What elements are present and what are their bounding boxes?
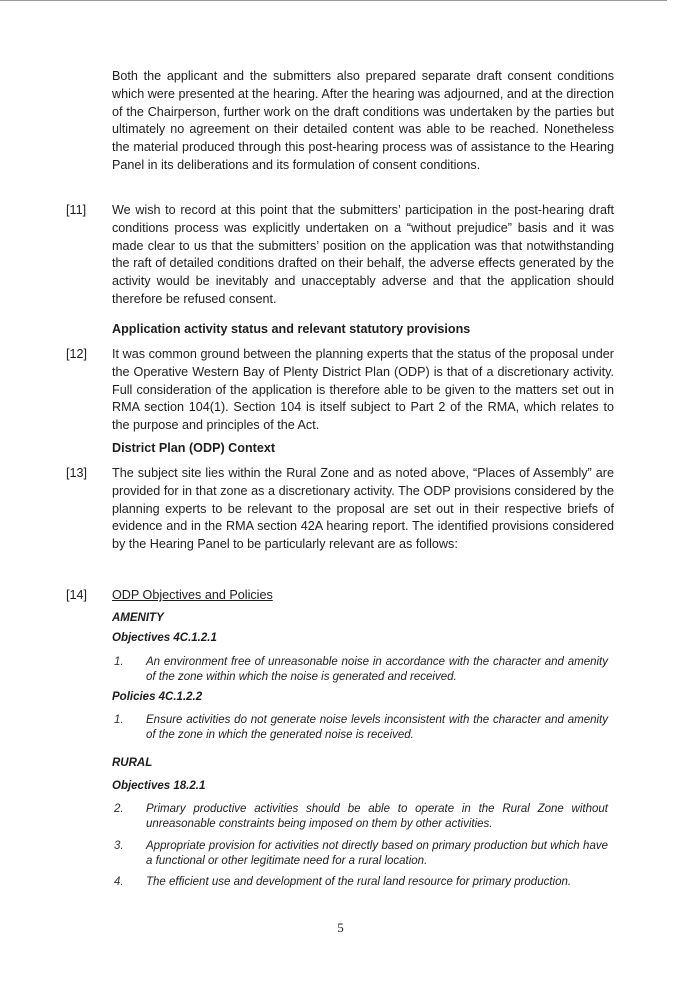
paragraph-12: It was common ground between the planning experts that the status of the proposal under the Operative Western Bay of Plenty District Plan (ODP) is that of a discretionary activity. Full consideration of the application is therefore able to be given to the matters set out in RMA section 104(1). Section 104 is itself subject to Part 2 of the RMA, which relates to the purpose and principles of the Act. — [112, 347, 614, 433]
amenity-policies-title: Policies 4C.1.2.2 — [112, 691, 203, 703]
amenity-objectives-title: Objectives 4C.1.2.1 — [112, 632, 217, 644]
rural-objective-2-text: Primary productive activities should be able to operate in the Rural Zone without unreasonable constraints being imposed on them by other activities. — [146, 803, 608, 830]
paragraph-11: We wish to record at this point that the submitters’ participation in the post-hearing draft conditions process was explicitly undertaken on a “without prejudice” basis and it was made clear to us that the submitters’ position on the application was that notwithstanding the raft of detailed conditions drafted on their behalf, the adverse effects generated by the activity would be inevitably and unacceptably adverse and that the application should therefore be refused consent. — [112, 203, 614, 306]
amenity-policy-text: Ensure activities do not generate noise levels inconsistent with the character and amenity of the zone in which the generated noise is received. — [146, 714, 608, 741]
top-border-line — [0, 0, 667, 1]
rural-objective-4-number: 4. — [114, 876, 124, 888]
amenity-title: AMENITY — [112, 612, 164, 624]
amenity-objective-text: An environment free of unreasonable noise in accordance with the character and amenity of the zone within which the noise is generated and received. — [146, 656, 608, 683]
rural-objectives-title: Objectives 18.2.1 — [112, 780, 206, 792]
rural-title: RURAL — [112, 757, 153, 769]
amenity-objective-number: 1. — [114, 656, 124, 668]
rural-objective-3-number: 3. — [114, 840, 124, 852]
paragraph-continuation: Both the applicant and the submitters also prepared separate draft consent conditions which were presented at the hearing. After the hearing was adjourned, and at the direction of the Chairperson, further work on the draft conditions was undertaken by the parties but ultimately no agreement on their detailed content was able to be reached. Nonetheless the material produced through this post-hearing process was of assistance to the Hearing Panel in its deliberations and its formulation of consent conditions. — [112, 69, 614, 172]
paragraph-13: The subject site lies within the Rural Zone and as noted above, “Places of Assembly” are provided for in that zone as a discretionary activity. The ODP provisions considered by the planning experts to be relevant to the proposal are set out in their respective briefs of evidence and in the RMA section 42A hearing report. The identified provisions considered by the Hearing Panel to be particularly relevant are as follows: — [112, 466, 614, 552]
rural-objective-4-text: The efficient use and development of the rural land resource for primary production. — [146, 876, 572, 888]
paragraph-number-13: [13] — [66, 466, 88, 480]
paragraph-number-14: [14] — [66, 588, 88, 602]
rural-objective-2-number: 2. — [114, 803, 124, 815]
paragraph-number-11: [11] — [66, 203, 87, 217]
page-number: 5 — [337, 920, 344, 935]
section-heading-district-plan: District Plan (ODP) Context — [112, 441, 276, 455]
rural-objective-3-text: Appropriate provision for activities not directly based on primary production but which have a functional or other legitimate need for a rural location. — [146, 840, 608, 867]
odp-objectives-heading: ODP Objectives and Policies — [112, 588, 273, 602]
paragraph-number-12: [12] — [66, 347, 88, 361]
amenity-policy-number: 1. — [114, 714, 124, 726]
section-heading-activity-status: Application activity status and relevant statutory provisions — [112, 322, 471, 336]
